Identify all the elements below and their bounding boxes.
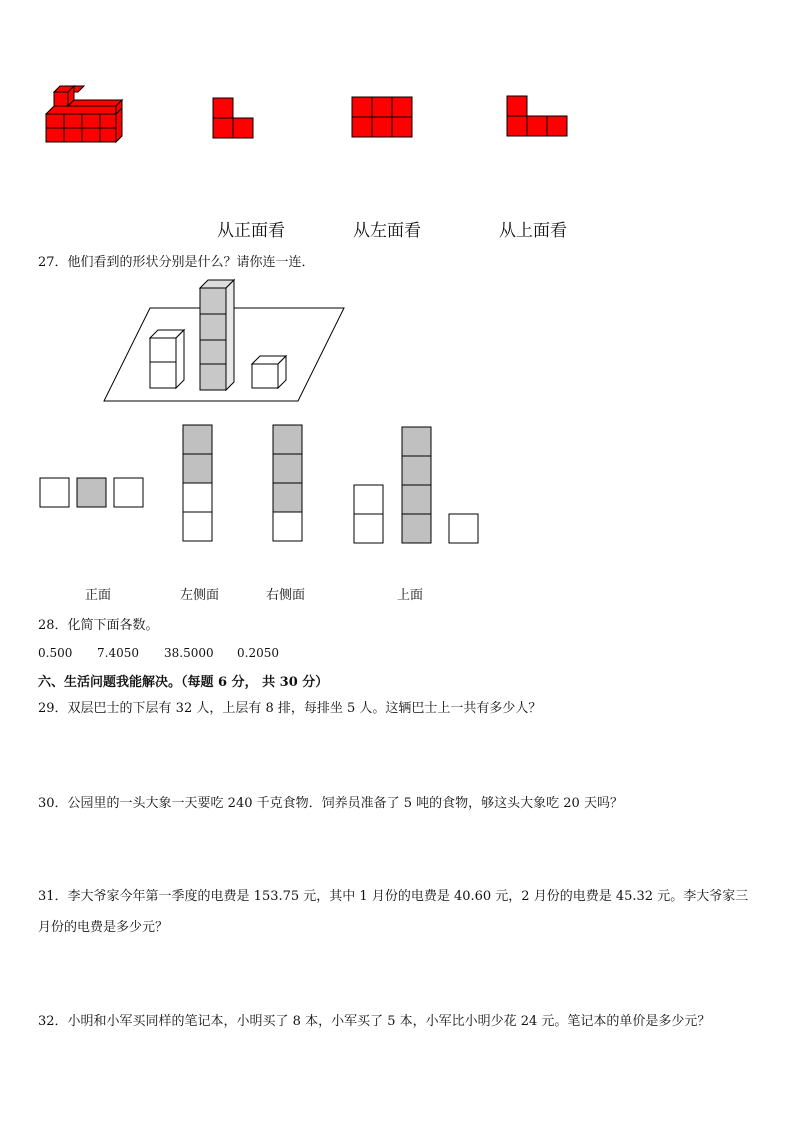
view-label-top: 从上面看 bbox=[499, 221, 567, 241]
q28-number-2: 7.4050 bbox=[97, 646, 139, 660]
q27-label-right-side: 右侧面 bbox=[266, 588, 306, 603]
q28-number-4: 0.2050 bbox=[237, 646, 279, 660]
question-30: 30．公园里的一头大象一天要吃 240 千克食物．饲养员准备了 5 吨的食物，够这头大象吃 20 天吗？ bbox=[38, 796, 623, 811]
q27-view-option-row bbox=[40, 478, 146, 508]
q27-label-front: 正面 bbox=[85, 588, 112, 603]
q27-label-left-side: 左侧面 bbox=[180, 588, 220, 603]
section-6-title: 六、生活问题我能解决。（每题 6 分， 共 30 分） bbox=[38, 675, 329, 690]
q27-view-option-column-a bbox=[183, 425, 213, 543]
question-27: 27．他们看到的形状分别是什么？请你连一连． bbox=[38, 255, 315, 270]
view-label-front: 从正面看 bbox=[217, 221, 285, 241]
q27-view-option-column-b bbox=[273, 425, 303, 543]
question-28: 28．化简下面各数。 bbox=[38, 618, 159, 633]
q28-number-3: 38.5000 bbox=[164, 646, 214, 660]
question-31-line-1: 31．李大爷家今年第一季度的电费是 153.75 元，其中 1 月份的电费是 40.60 元，2 月份的电费是 45.32 元。李大爷家三 bbox=[38, 889, 749, 904]
q27-label-top: 上面 bbox=[397, 588, 424, 603]
q27-cube-stack-scene bbox=[104, 280, 354, 405]
red-figure-2x3-grid bbox=[352, 97, 414, 139]
question-32: 32．小明和小军买同样的笔记本，小明买了 8 本，小军买了 5 本，小军比小明少花 24 元。笔记本的单价是多少元？ bbox=[38, 1014, 711, 1029]
q28-number-1: 0.500 bbox=[38, 646, 73, 660]
red-figure-long-l-shape bbox=[507, 96, 569, 138]
red-figure-front-l-shape bbox=[213, 98, 255, 140]
view-label-left: 从左面看 bbox=[353, 221, 421, 241]
question-29: 29．双层巴士的下层有 32 人，上层有 8 排，每排坐 5 人。这辆巴士上一共有多少人？ bbox=[38, 701, 542, 716]
q27-view-option-group bbox=[354, 427, 480, 545]
red-cube-3d-figure bbox=[46, 86, 126, 146]
question-31-line-2: 月份的电费是多少元？ bbox=[38, 920, 169, 935]
